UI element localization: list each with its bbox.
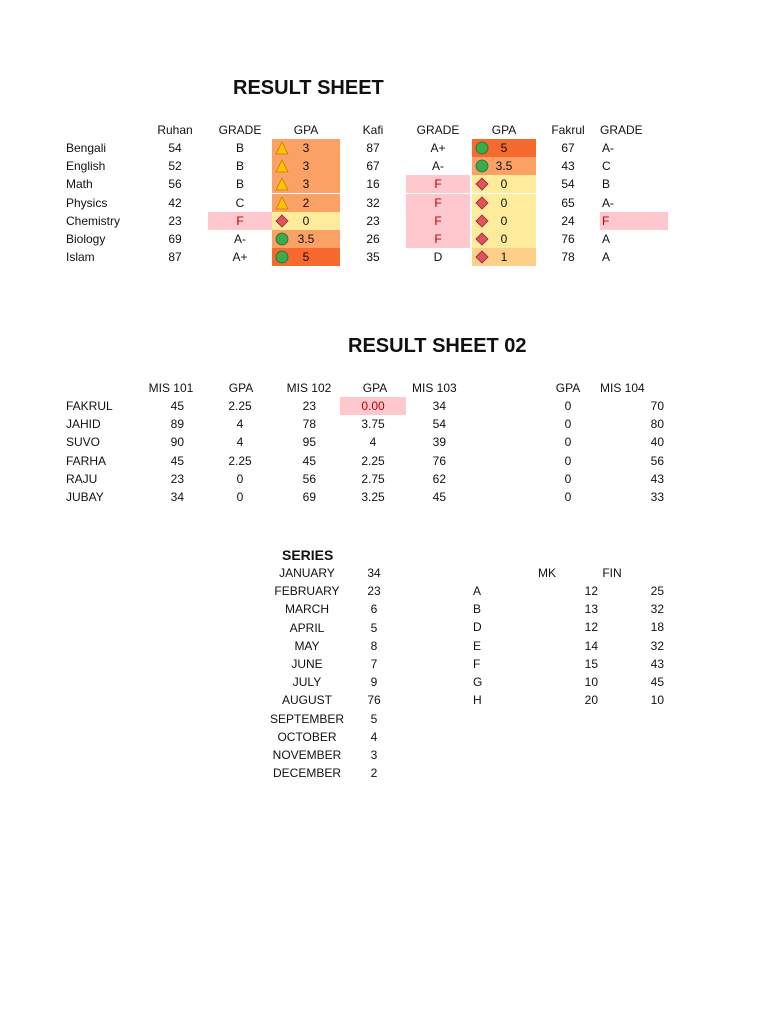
student-name: JAHID <box>66 417 101 431</box>
ruhan-gpa: 3 <box>302 159 310 173</box>
fakrul-grade: A <box>602 232 611 246</box>
kafi-gpa: 1 <box>500 250 508 264</box>
fakrul-grade: A- <box>602 196 614 210</box>
kafi-score: 16 <box>366 177 380 191</box>
ruhan-score: 56 <box>168 177 182 191</box>
series-month: JULY <box>292 675 322 689</box>
mis103-score: 62 <box>432 472 446 486</box>
series-month: MAY <box>294 639 320 653</box>
mk-value: 20 <box>584 693 598 707</box>
kafi-gpa-cell <box>472 139 536 157</box>
series-value: 6 <box>370 602 378 616</box>
mis101-score: 45 <box>170 454 184 468</box>
kafi-gpa-cell <box>472 194 536 212</box>
ruhan-score: 54 <box>168 141 182 155</box>
column-header: GPA <box>555 381 581 395</box>
row-label: G <box>473 675 483 689</box>
kafi-gpa-cell <box>472 157 536 175</box>
series-value: 7 <box>370 657 378 671</box>
kafi-grade: F <box>406 230 470 248</box>
series-month: FEBRUARY <box>274 584 340 598</box>
ruhan-score: 69 <box>168 232 182 246</box>
mk-value: 13 <box>584 602 598 616</box>
column-header: GRADE <box>600 123 643 137</box>
ruhan-gpa: 0 <box>302 214 310 228</box>
mis101-gpa: 0 <box>236 472 244 486</box>
subject-label: Islam <box>66 250 95 264</box>
ruhan-grade: B <box>235 159 244 173</box>
mis103-gpa: 0 <box>564 399 572 413</box>
fakrul-grade: A- <box>602 141 614 155</box>
subject-label: Math <box>66 177 93 191</box>
series-value: 4 <box>370 730 378 744</box>
mis103-score: 45 <box>432 490 446 504</box>
kafi-gpa: 0 <box>500 232 508 246</box>
column-header: Fakrul <box>551 123 585 137</box>
mis103-gpa: 0 <box>564 435 572 449</box>
ruhan-grade: F <box>208 212 272 230</box>
fakrul-score: 65 <box>561 196 575 210</box>
kafi-grade: F <box>406 212 470 230</box>
kafi-score: 26 <box>366 232 380 246</box>
mis104-score: 80 <box>650 417 664 431</box>
column-header: FIN <box>602 566 622 580</box>
row-label: F <box>473 657 481 671</box>
mis102-score: 45 <box>302 454 316 468</box>
kafi-gpa: 0 <box>500 196 508 210</box>
page-title: RESULT SHEET <box>233 77 384 99</box>
series-month: SEPTEMBER <box>269 712 344 726</box>
mis103-gpa: 0 <box>564 490 572 504</box>
series-value: 3 <box>370 748 378 762</box>
section-title: RESULT SHEET 02 <box>348 335 527 357</box>
subject-label: Physics <box>66 196 108 210</box>
kafi-gpa: 3.5 <box>495 159 513 173</box>
student-name: FARHA <box>66 454 107 468</box>
ruhan-gpa: 3.5 <box>297 232 315 246</box>
mis103-score: 54 <box>432 417 446 431</box>
ruhan-grade: B <box>235 141 244 155</box>
ruhan-gpa: 2 <box>302 196 310 210</box>
series-month: JUNE <box>291 657 323 671</box>
subject-label: Bengali <box>66 141 107 155</box>
ruhan-score: 87 <box>168 250 182 264</box>
ruhan-grade: C <box>235 196 245 210</box>
fin-value: 10 <box>650 693 664 707</box>
series-month: APRIL <box>289 621 325 635</box>
ruhan-gpa-cell <box>272 212 340 230</box>
kafi-gpa: 5 <box>500 141 508 155</box>
kafi-gpa-cell <box>472 248 536 266</box>
ruhan-gpa-cell <box>272 175 340 193</box>
mis101-gpa: 4 <box>236 435 244 449</box>
ruhan-score: 23 <box>168 214 182 228</box>
student-name: RAJU <box>66 472 98 486</box>
series-month: NOVEMBER <box>272 748 342 762</box>
mis102-score: 95 <box>302 435 316 449</box>
fakrul-grade: B <box>602 177 611 191</box>
mis103-gpa: 0 <box>564 472 572 486</box>
series-value: 8 <box>370 639 378 653</box>
kafi-grade: A+ <box>430 141 446 155</box>
mis102-gpa: 3.75 <box>361 417 385 431</box>
ruhan-grade: B <box>235 177 244 191</box>
column-header: MIS 103 <box>412 381 457 395</box>
column-header: MK <box>538 566 556 580</box>
mis103-score: 39 <box>432 435 446 449</box>
column-header: MIS 104 <box>600 381 645 395</box>
mis101-gpa: 4 <box>236 417 244 431</box>
row-label: D <box>473 620 482 634</box>
student-name: FAKRUL <box>66 399 113 413</box>
ruhan-score: 42 <box>168 196 182 210</box>
fakrul-grade: A <box>602 250 611 264</box>
mk-value: 15 <box>584 657 598 671</box>
mis104-score: 70 <box>650 399 664 413</box>
ruhan-gpa-cell <box>272 230 340 248</box>
column-header: MIS 101 <box>148 381 194 395</box>
fakrul-score: 67 <box>561 141 575 155</box>
column-header: GPA <box>293 123 319 137</box>
subject-label: Biology <box>66 232 106 246</box>
ruhan-grade: A- <box>234 232 246 246</box>
series-month: AUGUST <box>281 693 332 707</box>
mis102-gpa: 2.25 <box>361 454 385 468</box>
mis102-score: 23 <box>302 399 316 413</box>
fin-value: 45 <box>650 675 664 689</box>
student-name: JUBAY <box>66 490 104 504</box>
subject-label: Chemistry <box>66 214 121 228</box>
series-value: 23 <box>367 584 381 598</box>
mk-value: 12 <box>584 584 598 598</box>
fakrul-score: 54 <box>561 177 575 191</box>
mis104-score: 43 <box>650 472 664 486</box>
fin-value: 25 <box>650 584 664 598</box>
row-label: E <box>473 639 482 653</box>
mis102-gpa: 2.75 <box>361 472 385 486</box>
kafi-gpa: 0 <box>500 214 508 228</box>
column-header: GPA <box>228 381 254 395</box>
fakrul-score: 24 <box>561 214 575 228</box>
ruhan-score: 52 <box>168 159 182 173</box>
kafi-grade: F <box>406 194 470 212</box>
fakrul-score: 76 <box>561 232 575 246</box>
mk-value: 10 <box>584 675 598 689</box>
mis101-score: 34 <box>170 490 184 504</box>
mis102-score: 56 <box>302 472 316 486</box>
mis101-score: 89 <box>170 417 184 431</box>
mis101-gpa: 0 <box>236 490 244 504</box>
fin-value: 18 <box>650 620 664 634</box>
column-header: GPA <box>491 123 517 137</box>
kafi-grade: D <box>433 250 443 264</box>
row-label: H <box>473 693 482 707</box>
ruhan-gpa-cell <box>272 248 340 266</box>
column-header: GRADE <box>416 123 460 137</box>
kafi-gpa-cell <box>472 212 536 230</box>
mis102-gpa: 4 <box>369 435 377 449</box>
kafi-grade: A- <box>432 159 444 173</box>
fakrul-score: 43 <box>561 159 575 173</box>
subject-label: English <box>66 159 106 173</box>
mk-value: 12 <box>584 620 598 634</box>
mis104-score: 33 <box>650 490 664 504</box>
series-title: SERIES <box>282 547 334 563</box>
ruhan-gpa-cell <box>272 157 340 175</box>
ruhan-gpa-cell <box>272 139 340 157</box>
mk-value: 14 <box>584 639 598 653</box>
row-label: B <box>473 602 482 616</box>
mis101-gpa: 2.25 <box>228 399 252 413</box>
series-value: 76 <box>367 693 381 707</box>
row-label: A <box>473 584 482 598</box>
column-header: MIS 102 <box>286 381 332 395</box>
student-name: SUVO <box>66 435 101 449</box>
column-header: GRADE <box>218 123 262 137</box>
kafi-gpa: 0 <box>500 177 508 191</box>
mis104-score: 40 <box>650 435 664 449</box>
kafi-gpa-cell <box>472 230 536 248</box>
series-value: 2 <box>370 766 378 780</box>
mis103-score: 76 <box>432 454 446 468</box>
mis101-score: 23 <box>170 472 184 486</box>
ruhan-grade: A+ <box>232 250 248 264</box>
series-month: JANUARY <box>279 566 335 580</box>
kafi-score: 23 <box>366 214 380 228</box>
mis103-gpa: 0 <box>564 417 572 431</box>
ruhan-gpa: 5 <box>302 250 310 264</box>
mis101-score: 90 <box>170 435 184 449</box>
kafi-score: 87 <box>366 141 380 155</box>
fakrul-grade: F <box>600 212 668 230</box>
kafi-score: 67 <box>366 159 380 173</box>
mis101-score: 45 <box>170 399 184 413</box>
fakrul-grade: C <box>602 159 611 173</box>
series-month: MARCH <box>285 602 329 616</box>
column-header: GPA <box>362 381 388 395</box>
mis102-score: 78 <box>302 417 316 431</box>
ruhan-gpa: 3 <box>302 177 310 191</box>
ruhan-gpa-cell <box>272 194 340 212</box>
column-header: Kafi <box>362 123 384 137</box>
kafi-score: 35 <box>366 250 380 264</box>
kafi-gpa-cell <box>472 175 536 193</box>
fin-value: 32 <box>650 639 664 653</box>
fin-value: 32 <box>650 602 664 616</box>
series-month: OCTOBER <box>277 730 337 744</box>
series-value: 5 <box>370 712 378 726</box>
fin-value: 43 <box>650 657 664 671</box>
mis102-score: 69 <box>302 490 316 504</box>
mis101-gpa: 2.25 <box>228 454 252 468</box>
ruhan-gpa: 3 <box>302 141 310 155</box>
mis104-score: 56 <box>650 454 664 468</box>
series-month: DECEMBER <box>272 766 341 780</box>
mis103-gpa: 0 <box>564 454 572 468</box>
kafi-grade: F <box>406 175 470 193</box>
fakrul-score: 78 <box>561 250 575 264</box>
mis103-score: 34 <box>432 399 446 413</box>
series-value: 9 <box>370 675 378 689</box>
mis102-gpa: 0.00 <box>340 397 406 415</box>
kafi-score: 32 <box>366 196 380 210</box>
series-value: 34 <box>367 566 381 580</box>
column-header: Ruhan <box>157 123 193 137</box>
mis102-gpa: 3.25 <box>361 490 385 504</box>
series-value: 5 <box>370 621 378 635</box>
